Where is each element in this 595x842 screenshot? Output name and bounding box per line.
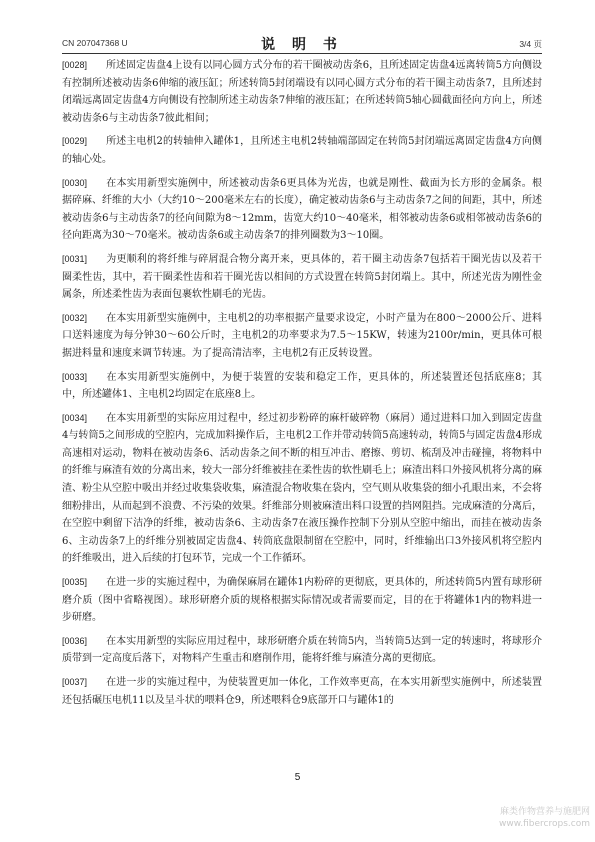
page-count: 3/4 页 bbox=[519, 39, 542, 49]
paragraph-number: [0035] bbox=[62, 577, 88, 588]
site-watermark bbox=[470, 806, 590, 830]
document-body bbox=[62, 57, 542, 715]
paragraph-number: [0032] bbox=[62, 312, 88, 323]
paragraph-number: [0034] bbox=[62, 412, 88, 423]
paragraph-0037 bbox=[62, 674, 542, 709]
document-header bbox=[62, 34, 542, 52]
paragraph-number: [0037] bbox=[62, 677, 88, 687]
paragraph-text: 在本实用新型实施例中，主电机2的功率根据产量要求设定，小时产量为在800～2000公斤、进料口送料速度为每分钟30～60公斤时，主电机2的功率要求为7.5～15KW，转速为2100r/min，更具体可根据进料量和速度来调节转速。为了提高清洁率，主电机2有正反转设置。 bbox=[62, 312, 542, 359]
paragraph-text: 在进一步的实施过程中，为确保麻屑在罐体1内粉碎的更彻底，更具体的，所述转筒5内置有球形研磨介质（图中省略视图）。球形研磨介质的规格根据实际情况或者需要而定，目的在于将罐体1内的物料进一步研磨。 bbox=[62, 577, 542, 624]
paragraph-text: 所述固定齿盘4上设有以同心圆方式分布的若干圈被动齿条6，且所述固定齿盘4远离转筒5方向侧设有控制所述被动齿条6伸缩的液压缸；所述转筒5封闭端设有以同心圆方式分布的若干圈主动齿条7，且所述封闭端远离固定齿盘4方向侧设有控制所述主动齿条7伸缩的液压缸；在所述转筒5轴心圆截面径向方向上，所述被动齿条6与主动齿条7彼此相间； bbox=[62, 60, 542, 124]
paragraph-number: [0036] bbox=[62, 635, 88, 646]
paragraph-0036 bbox=[62, 633, 542, 668]
paragraph-number: [0028] bbox=[62, 60, 88, 70]
paragraph-0035 bbox=[62, 574, 542, 627]
paragraph-text: 为更顺利的将纤维与碎屑混合物分离开来，更具体的，若干圈主动齿条7包括若干圈光齿以及若干圈柔性齿，其中，若干圈柔性齿和若干圈光齿以相间的方式设置在转筒5封闭端上。其中，所述光齿为刚性金属条，所述柔性齿为表面包裹软性刷毛的光齿。 bbox=[62, 253, 542, 301]
paragraph-text: 在进一步的实施过程中，为使装置更加一体化，工作效率更高，在本实用新型实施例中，所述装置还包括碾压电机11以及呈斗状的喂料仓9，所述喂料仓9底部开口与罐体1的 bbox=[62, 677, 542, 706]
patent-number: CN 207047368 U bbox=[62, 38, 128, 48]
paragraph-number: [0029] bbox=[62, 136, 88, 147]
watermark-url: www.fibercrops.com bbox=[499, 819, 590, 829]
paragraph-0029 bbox=[62, 133, 542, 168]
document-title: 说 明 书 bbox=[261, 37, 343, 53]
paragraph-number: [0033] bbox=[62, 371, 88, 382]
paragraph-0028 bbox=[62, 57, 542, 127]
paragraph-0032 bbox=[62, 310, 542, 363]
paragraph-text: 在本实用新型的实际应用过程中，经过初步粉碎的麻杆破碎物（麻屑）通过进料口加入到固定齿盘4与转筒5之间形成的空腔内，完成加料操作后，主电机2工作并带动转筒5高速转动，转筒5与固定齿盘4形成高速相对运动，物料在被动齿条6、活动齿条之间不断的相互冲击、磨擦、剪切、梳刮及冲击碰撞，将物料中的纤维与麻渣有效的分离出来，较大一部分纤维被挂在柔性齿的软性刷毛上；麻渣出料口外接风机将分离的麻渣、粉尘从空腔中吸出并经过收集袋收集，麻渣混合物收集在袋内，空气则从收集袋的细小孔眼出来，不会将细粉排出，从而起到不浪费、不污染的效果。纤维部分则被麻渣出料口设置的挡网阻挡。完成麻渣的分离后，在空腔中剩留下洁净的纤维，被动齿条6、主动齿条7在液压操作控制下分别从空腔中缩出，而挂在被动齿条6、主动齿条7上的纤维分别被固定齿盘4、转筒底盘限制留在空腔中，同时，纤维输出口3外接风机将空腔内的纤维吸出，进入后续的打包环节，完成一个工作循环。 bbox=[62, 412, 542, 565]
header-rule bbox=[62, 53, 542, 54]
paragraph-text: 在本实用新型的实际应用过程中，球形研磨介质在转筒5内，当转筒5达到一定的转速时，将球形介质带到一定高度后落下，对物料产生重击和磨削作用，能将纤维与麻渣分离的更彻底。 bbox=[62, 635, 542, 665]
paragraph-0033 bbox=[62, 369, 542, 404]
page-number: 5 bbox=[294, 772, 301, 783]
paragraph-0034 bbox=[62, 410, 542, 568]
paragraph-text: 在本实用新型实施例中，所述被动齿条6更具体为光齿，也就是刚性、截面为长方形的金属条。根据碎麻、纤维的大小（大约10～200毫米左右的长度），确定被动齿条6与主动齿条7之间的间距，其中，所述被动齿条6与主动齿条7的径向间隙为8～12mm，齿宽大约10～40毫米，相邻被动齿条6或相邻被动齿条6的径向距离为30～70毫米。被动齿条6或主动齿条7的排列圈数为3～10圈。 bbox=[62, 177, 542, 242]
watermark-site-name: 麻类作物营养与施肥网 bbox=[499, 807, 590, 817]
paragraph-0031 bbox=[62, 251, 542, 304]
paragraph-number: [0030] bbox=[62, 177, 88, 188]
paragraph-number: [0031] bbox=[62, 253, 88, 264]
paragraph-0030 bbox=[62, 175, 542, 245]
paragraph-text: 所述主电机2的转轴伸入罐体1，且所述主电机2转轴端部固定在转筒5封闭端远离固定齿盘4方向侧的轴心处。 bbox=[62, 136, 542, 165]
paragraph-text: 在本实用新型实施例中，为便于装置的安装和稳定工作，更具体的，所述装置还包括底座8；其中，所述罐体1、主电机2均固定在底座8上。 bbox=[62, 371, 542, 401]
